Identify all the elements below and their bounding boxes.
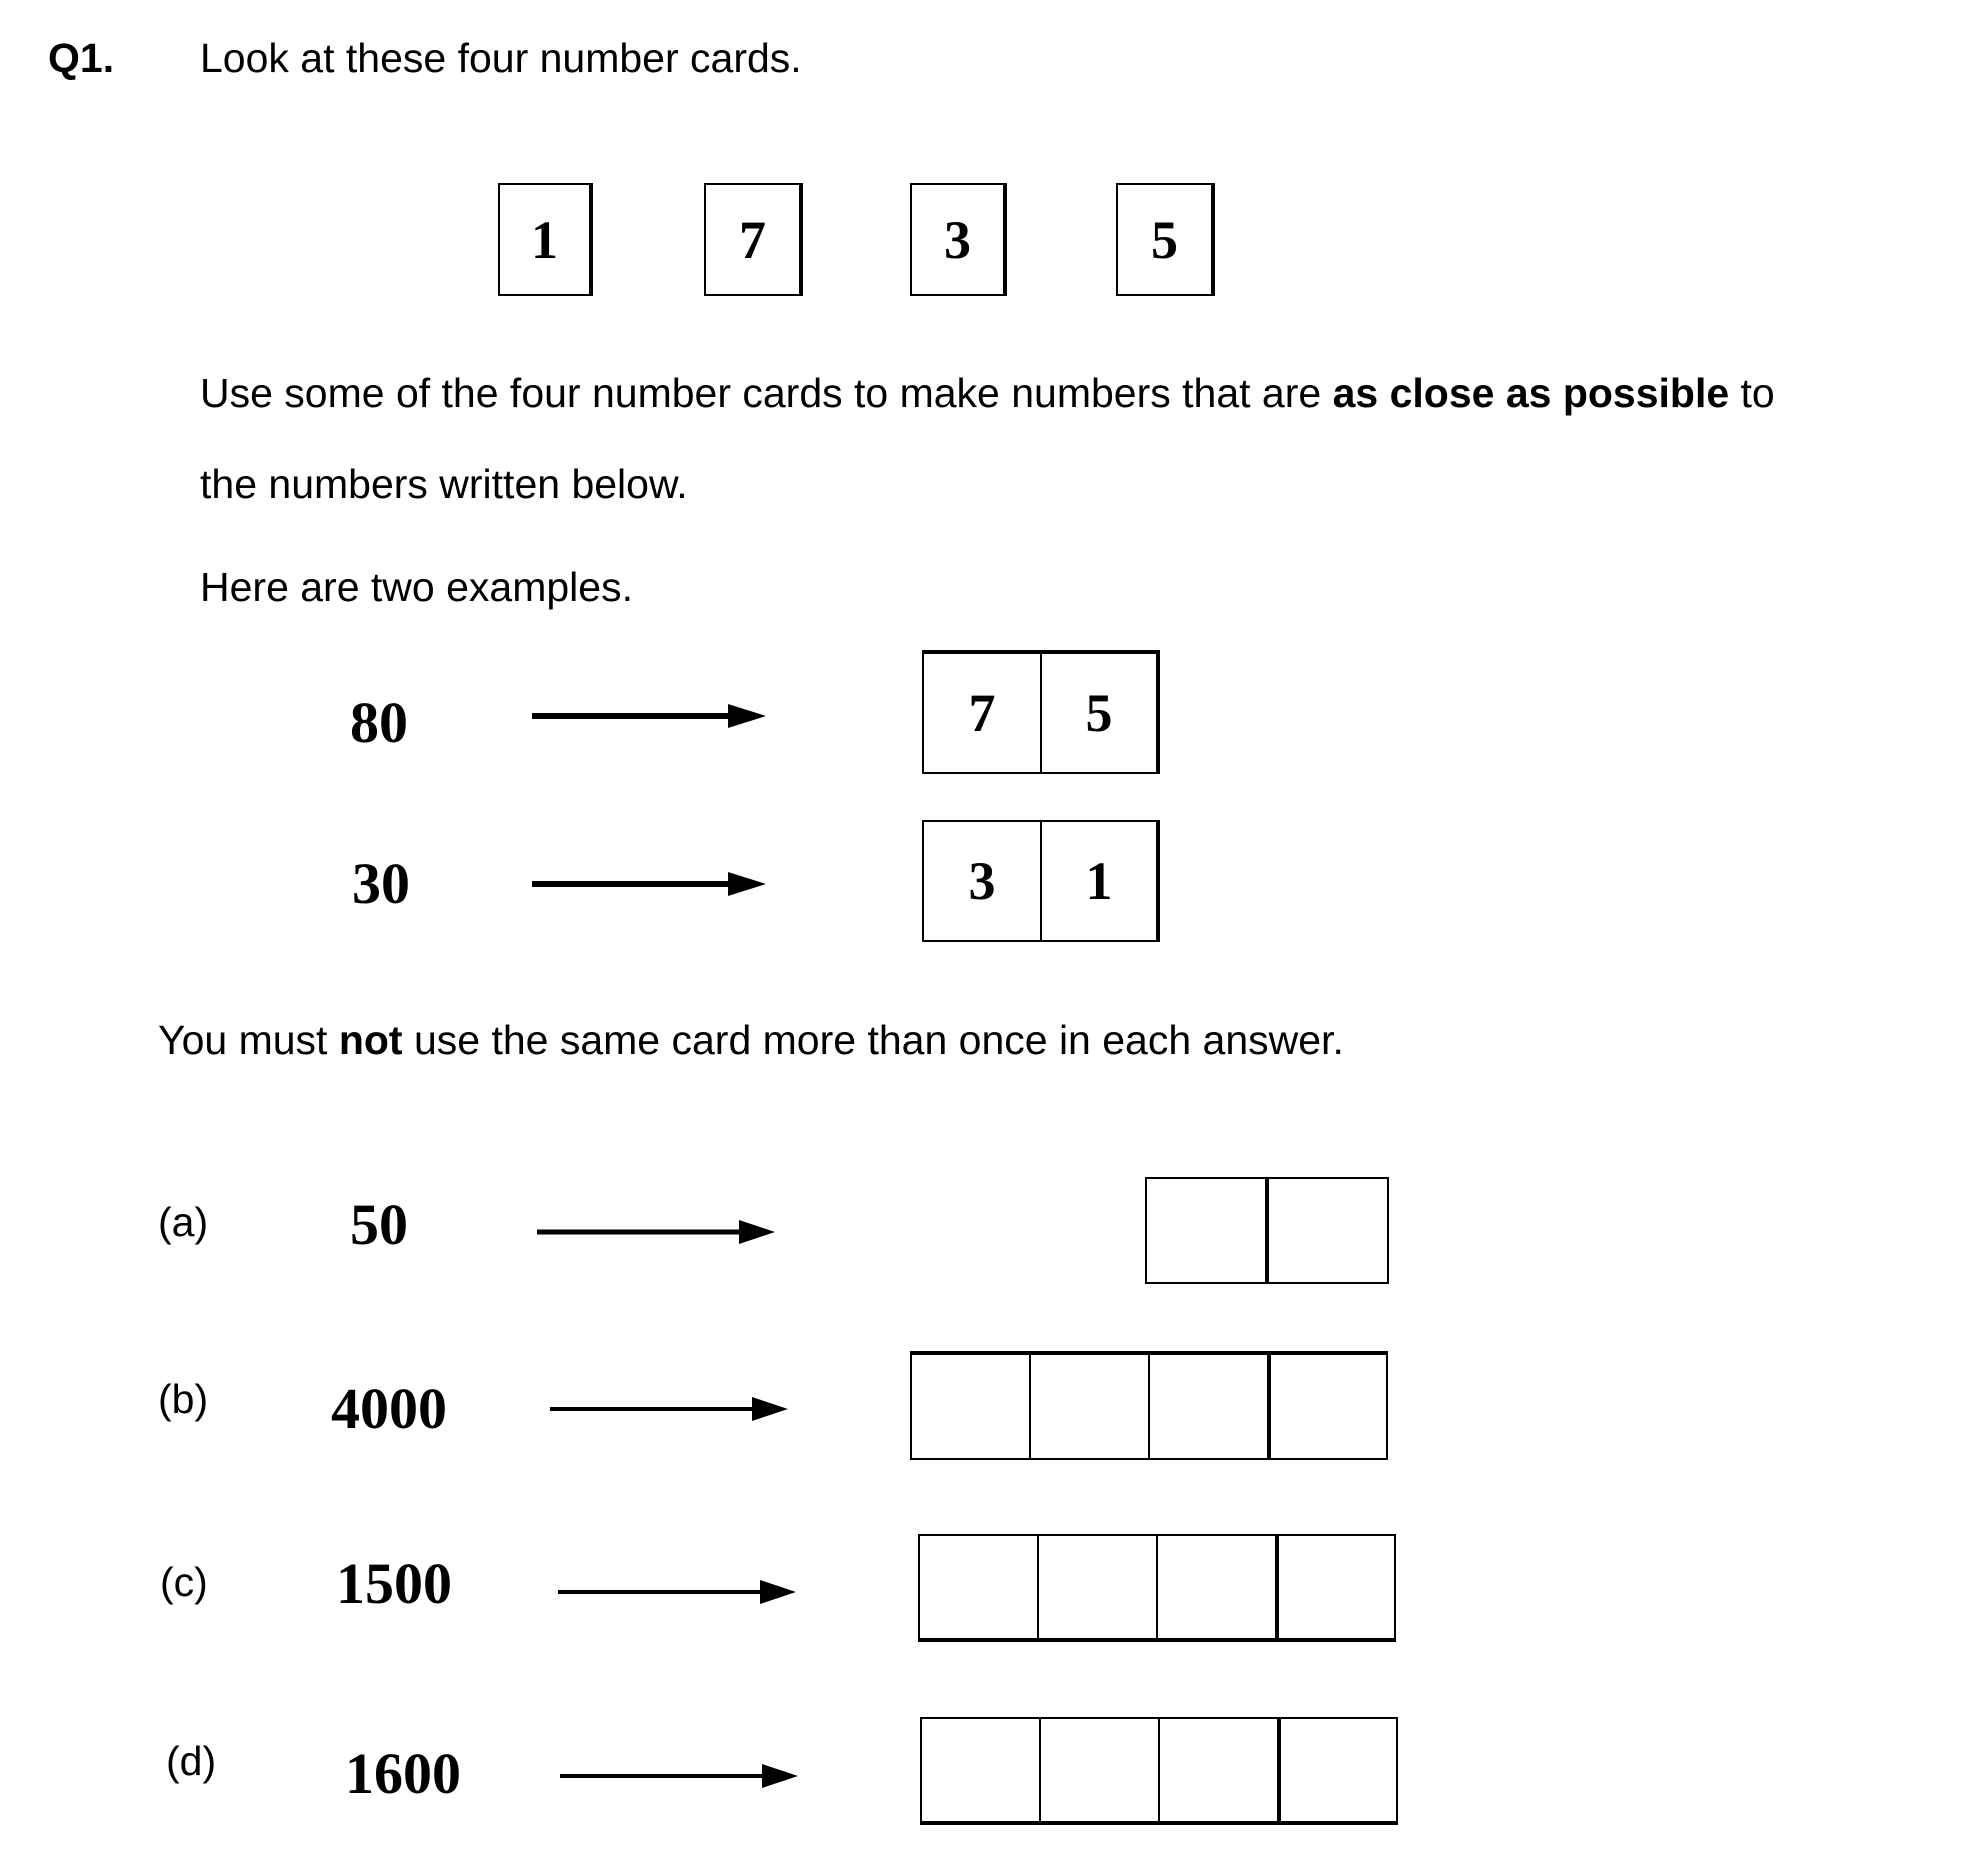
- examples-intro: Here are two examples.: [200, 564, 633, 610]
- answer-boxes-a: [1145, 1177, 1389, 1284]
- part-label: (a): [158, 1199, 209, 1245]
- answer-box[interactable]: [1267, 1351, 1388, 1460]
- answer-boxes-d: [920, 1717, 1398, 1825]
- number-card: 5: [1116, 183, 1215, 296]
- arrow-icon: [532, 700, 772, 732]
- answer-box[interactable]: [1275, 1534, 1396, 1642]
- answer-box[interactable]: [920, 1717, 1041, 1825]
- answer-box[interactable]: [1039, 1717, 1160, 1825]
- rule-text-part: use the same card more than once in each answer.: [402, 1017, 1344, 1063]
- rule-text: [158, 1017, 1344, 1063]
- instruction-text: Use some of the four number cards to make numbers that are: [200, 370, 1333, 416]
- answer-box[interactable]: [1145, 1177, 1267, 1284]
- arrow-icon: [532, 868, 772, 900]
- part-target: 4000: [331, 1376, 447, 1441]
- part-label: (c): [160, 1559, 208, 1605]
- answer-box: 1: [1040, 820, 1160, 942]
- answer-box[interactable]: [1148, 1351, 1269, 1460]
- part-target: 1500: [336, 1551, 452, 1616]
- number-card: 1: [498, 183, 593, 296]
- example-answer-boxes: [922, 820, 1160, 942]
- answer-box[interactable]: [1037, 1534, 1158, 1642]
- example-target: 30: [352, 851, 410, 916]
- arrow-icon: [558, 1576, 798, 1608]
- arrow-icon: [537, 1216, 777, 1248]
- answer-box[interactable]: [910, 1351, 1031, 1460]
- answer-box: 3: [922, 820, 1042, 942]
- question-intro: Look at these four number cards.: [200, 35, 802, 81]
- instruction-emphasis: as close as possible: [1332, 370, 1730, 416]
- answer-box[interactable]: [918, 1534, 1039, 1642]
- instruction-text: to: [1729, 370, 1775, 416]
- rule-emphasis: not: [338, 1017, 403, 1063]
- answer-box[interactable]: [1265, 1177, 1389, 1284]
- instruction-line-1: [200, 370, 1775, 416]
- answer-box[interactable]: [1158, 1717, 1279, 1825]
- answer-boxes-b: [910, 1351, 1388, 1460]
- example-answer-boxes: [922, 650, 1160, 774]
- answer-boxes-c: [918, 1534, 1396, 1642]
- arrow-icon: [560, 1760, 800, 1792]
- answer-box: 7: [922, 650, 1042, 774]
- example-target: 80: [350, 690, 408, 755]
- part-label: (d): [166, 1738, 217, 1784]
- answer-box[interactable]: [1277, 1717, 1398, 1825]
- rule-text-part: You must: [158, 1017, 339, 1063]
- part-target: 50: [350, 1192, 408, 1257]
- answer-box: 5: [1040, 650, 1160, 774]
- arrow-icon: [550, 1393, 790, 1425]
- number-card: 7: [704, 183, 803, 296]
- question-number: Q1.: [48, 35, 115, 81]
- part-target: 1600: [345, 1741, 461, 1806]
- answer-box[interactable]: [1029, 1351, 1150, 1460]
- number-card: 3: [910, 183, 1007, 296]
- part-label: (b): [158, 1376, 209, 1422]
- answer-box[interactable]: [1156, 1534, 1277, 1642]
- instruction-line-2: the numbers written below.: [200, 461, 688, 507]
